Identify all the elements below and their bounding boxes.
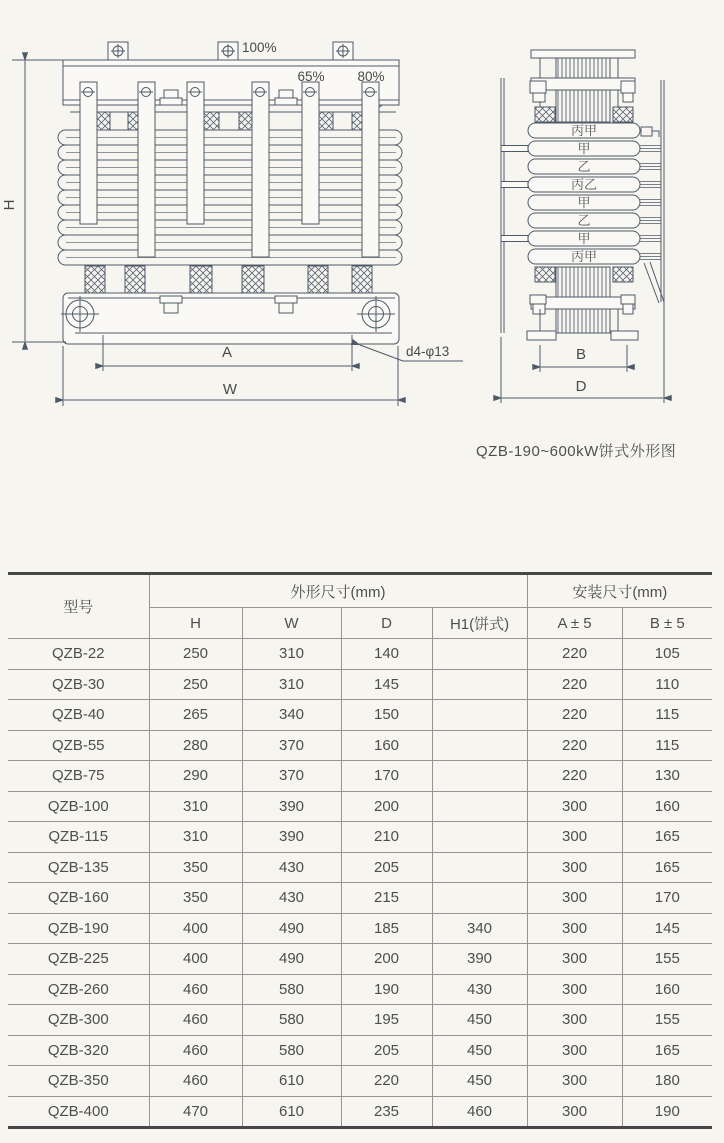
tap-label-100: 100% [242, 40, 277, 55]
cell-a: 300 [527, 1096, 622, 1128]
header-col-h1: H1(饼式) [432, 608, 527, 639]
tap-label-80: 80% [357, 69, 385, 84]
cell-h: 460 [149, 1066, 242, 1097]
coil-stack [58, 130, 402, 265]
cell-d: 160 [341, 730, 432, 761]
coil-label-1: 丙甲 [570, 123, 598, 138]
header-outline-group: 外形尺寸(mm) [149, 574, 527, 608]
cell-h1: 430 [432, 974, 527, 1005]
cell-h1 [432, 791, 527, 822]
table-row [8, 639, 712, 670]
cell-h: 470 [149, 1096, 242, 1128]
spec-table-head [8, 574, 712, 639]
cell-w: 490 [242, 944, 341, 975]
tap-lines-right [640, 146, 661, 260]
cell-d: 215 [341, 883, 432, 914]
outline-drawing [0, 0, 724, 470]
cell-d: 145 [341, 669, 432, 700]
cell-h1 [432, 852, 527, 883]
cell-model: QZB-225 [8, 944, 149, 975]
cell-model: QZB-300 [8, 1005, 149, 1036]
cell-d: 205 [341, 852, 432, 883]
cell-a: 300 [527, 852, 622, 883]
cell-h1: 450 [432, 1005, 527, 1036]
cell-h1: 460 [432, 1096, 527, 1128]
cell-h: 310 [149, 791, 242, 822]
cell-model: QZB-100 [8, 791, 149, 822]
cell-a: 300 [527, 1035, 622, 1066]
cell-h: 350 [149, 883, 242, 914]
cell-a: 300 [527, 944, 622, 975]
cell-w: 340 [242, 700, 341, 731]
header-model: 型号 [8, 574, 149, 639]
cell-w: 610 [242, 1096, 341, 1128]
hole-note-label: d4-φ13 [406, 344, 450, 359]
cell-model: QZB-260 [8, 974, 149, 1005]
cell-h: 250 [149, 669, 242, 700]
cell-b: 165 [622, 852, 712, 883]
cell-b: 110 [622, 669, 712, 700]
terminal-bracket [641, 127, 659, 137]
cell-h: 310 [149, 822, 242, 853]
cell-b: 170 [622, 883, 712, 914]
cell-a: 300 [527, 913, 622, 944]
cell-d: 235 [341, 1096, 432, 1128]
cell-a: 220 [527, 639, 622, 670]
table-row [8, 669, 712, 700]
cell-w: 430 [242, 883, 341, 914]
cell-d: 195 [341, 1005, 432, 1036]
coil-label-3: 乙 [577, 159, 591, 174]
cell-h1: 450 [432, 1035, 527, 1066]
cell-b: 165 [622, 1035, 712, 1066]
top-core-clamp [530, 50, 635, 122]
spec-table-body [8, 639, 712, 1128]
cell-b: 115 [622, 700, 712, 731]
cell-model: QZB-350 [8, 1066, 149, 1097]
cell-w: 370 [242, 761, 341, 792]
coil-label-5: 甲 [577, 195, 591, 210]
cell-b: 155 [622, 944, 712, 975]
cell-model: QZB-400 [8, 1096, 149, 1128]
drawing-caption: QZB-190~600kW饼式外形图 [476, 443, 677, 460]
cell-a: 220 [527, 700, 622, 731]
cell-a: 220 [527, 730, 622, 761]
cell-d: 220 [341, 1066, 432, 1097]
cell-b: 180 [622, 1066, 712, 1097]
cell-h: 250 [149, 639, 242, 670]
cell-b: 130 [622, 761, 712, 792]
cell-h1 [432, 883, 527, 914]
cell-model: QZB-22 [8, 639, 149, 670]
cell-model: QZB-190 [8, 913, 149, 944]
cell-h: 280 [149, 730, 242, 761]
cell-h1 [432, 730, 527, 761]
cell-w: 580 [242, 974, 341, 1005]
cell-b: 165 [622, 822, 712, 853]
table-row [8, 822, 712, 853]
cell-h1 [432, 700, 527, 731]
cell-a: 300 [527, 883, 622, 914]
header-group-row [8, 574, 712, 608]
coil-label-6: 乙 [577, 213, 591, 228]
cell-b: 105 [622, 639, 712, 670]
cell-h1 [432, 822, 527, 853]
dim-label-H: H [1, 199, 18, 211]
cell-b: 160 [622, 791, 712, 822]
cell-w: 430 [242, 852, 341, 883]
table-row [8, 1005, 712, 1036]
table-row [8, 700, 712, 731]
cell-w: 390 [242, 822, 341, 853]
bottom-core-clamp [527, 267, 638, 340]
cell-model: QZB-135 [8, 852, 149, 883]
cell-b: 115 [622, 730, 712, 761]
tie-rod-left [501, 78, 504, 333]
mounting-tabs [108, 42, 353, 60]
cell-a: 220 [527, 669, 622, 700]
tap-tabs-left [501, 146, 528, 242]
base-channel [61, 293, 399, 344]
cell-h1: 450 [432, 1066, 527, 1097]
tap-busbars [80, 82, 379, 257]
cell-d: 190 [341, 974, 432, 1005]
cell-w: 370 [242, 730, 341, 761]
table-row [8, 974, 712, 1005]
cell-b: 155 [622, 1005, 712, 1036]
cell-h: 460 [149, 974, 242, 1005]
cell-model: QZB-115 [8, 822, 149, 853]
cell-d: 170 [341, 761, 432, 792]
cell-h1: 340 [432, 913, 527, 944]
header-col-d: D [341, 608, 432, 639]
dim-label-D: D [575, 378, 587, 395]
cell-b: 190 [622, 1096, 712, 1128]
table-row [8, 1066, 712, 1097]
cell-h: 265 [149, 700, 242, 731]
cell-a: 300 [527, 791, 622, 822]
header-col-b: B ± 5 [622, 608, 712, 639]
table-row [8, 1096, 712, 1128]
cell-h: 460 [149, 1035, 242, 1066]
header-col-w: W [242, 608, 341, 639]
table-row [8, 913, 712, 944]
tap-label-65: 65% [297, 69, 325, 84]
cell-d: 210 [341, 822, 432, 853]
cell-d: 205 [341, 1035, 432, 1066]
coil-label-2: 甲 [577, 141, 591, 156]
bottom-spacer-row [85, 266, 372, 293]
cell-h: 460 [149, 1005, 242, 1036]
table-row [8, 944, 712, 975]
tie-rod-right [661, 80, 664, 302]
cell-a: 300 [527, 974, 622, 1005]
cell-h: 350 [149, 852, 242, 883]
dim-H [12, 60, 66, 342]
coil-label-4: 丙乙 [570, 177, 598, 192]
cell-model: QZB-75 [8, 761, 149, 792]
cell-a: 300 [527, 1066, 622, 1097]
cell-model: QZB-30 [8, 669, 149, 700]
cell-w: 490 [242, 913, 341, 944]
table-row [8, 1035, 712, 1066]
cell-w: 310 [242, 639, 341, 670]
header-mount-group: 安装尺寸(mm) [527, 574, 712, 608]
table-row [8, 791, 712, 822]
table-row [8, 883, 712, 914]
dim-label-W: W [222, 381, 238, 398]
cell-w: 310 [242, 669, 341, 700]
cell-h1 [432, 669, 527, 700]
cell-d: 185 [341, 913, 432, 944]
cell-model: QZB-55 [8, 730, 149, 761]
cell-b: 145 [622, 913, 712, 944]
table-row [8, 852, 712, 883]
table-row [8, 761, 712, 792]
cell-w: 580 [242, 1005, 341, 1036]
spec-table [8, 572, 712, 1129]
table-row [8, 730, 712, 761]
header-col-h: H [149, 608, 242, 639]
front-view [12, 42, 463, 406]
cell-model: QZB-40 [8, 700, 149, 731]
cell-a: 220 [527, 761, 622, 792]
cell-h: 400 [149, 913, 242, 944]
coil-label-7: 甲 [577, 231, 591, 246]
dim-label-B: B [575, 346, 587, 363]
dim-label-A: A [221, 344, 233, 361]
cell-model: QZB-160 [8, 883, 149, 914]
cell-w: 610 [242, 1066, 341, 1097]
cell-model: QZB-320 [8, 1035, 149, 1066]
cell-h1: 390 [432, 944, 527, 975]
cell-d: 200 [341, 944, 432, 975]
cell-b: 160 [622, 974, 712, 1005]
cell-a: 300 [527, 822, 622, 853]
top-clamp-bar [63, 60, 399, 105]
cell-d: 150 [341, 700, 432, 731]
cell-h: 290 [149, 761, 242, 792]
coil-label-8: 丙甲 [570, 249, 598, 264]
cell-d: 200 [341, 791, 432, 822]
top-spacer-row [70, 112, 396, 130]
cell-h: 400 [149, 944, 242, 975]
cell-d: 140 [341, 639, 432, 670]
cell-h1 [432, 761, 527, 792]
cell-w: 390 [242, 791, 341, 822]
cell-w: 580 [242, 1035, 341, 1066]
header-col-a: A ± 5 [527, 608, 622, 639]
cell-h1 [432, 639, 527, 670]
cell-a: 300 [527, 1005, 622, 1036]
